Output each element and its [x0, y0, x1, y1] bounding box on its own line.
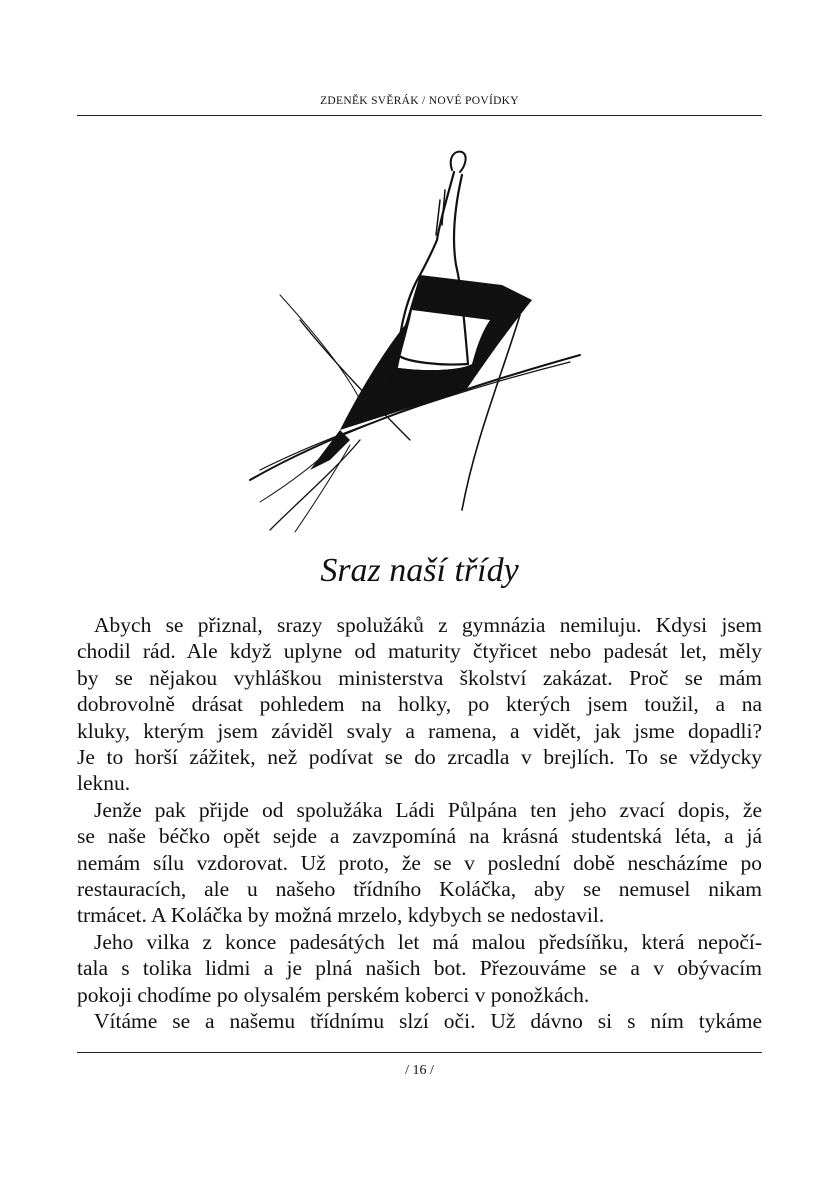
text-line: Je to horší zážitek, než podívat se do zrcadla v brejlích. To se vždycky [77, 745, 762, 770]
text-line: Jenže pak přijde od spolužáka Ládi Půlpána ten jeho zvací dopis, že [94, 797, 762, 822]
paragraph [77, 797, 762, 929]
text-line: chodil rád. Ale když uplyne od maturity čtyřicet nebo padesát let, měly [77, 639, 762, 664]
ink-sketch-illustration [240, 140, 600, 535]
page-number: / 16 / [405, 1063, 434, 1078]
text-line: se naše béčko opět sejde a zavzpomíná na krásná studentská léta, a já [77, 824, 762, 849]
paragraph [77, 929, 762, 1008]
body-text [77, 612, 762, 1035]
text-line: dobrovolně drásat pohledem na holky, po kterých jsem toužil, a na [77, 692, 762, 717]
chapter-title: Sraz naší třídy [320, 552, 519, 589]
running-header: ZDENĚK SVĚRÁK / NOVÉ POVÍDKY [320, 95, 519, 107]
text-line: Abych se přiznal, srazy spolužáků z gymnázia nemiluju. Kdysi jsem [94, 613, 762, 637]
text-line: Vítáme se a našemu třídnímu slzí oči. Už dávno si s ním tykáme [94, 1009, 762, 1034]
paragraph [77, 612, 762, 797]
header-rule [77, 115, 762, 116]
text-line: trmácet. A Koláčka by možná mrzelo, kdybych se nedostavil. [77, 903, 605, 928]
footer-rule [77, 1052, 762, 1053]
text-line: tala s tolika lidmi a je plná našich bot. Přezouváme se a v obývacím [77, 956, 762, 981]
text-line: nemám sílu vzdorovat. Už proto, že se v poslední době nescházíme po [77, 850, 762, 875]
text-line: Jeho vilka z konce padesátých let má malou předsíňku, která nepočí- [94, 929, 762, 954]
text-line: restauracích, ale u našeho třídního Koláčka, aby se nemusel nikam [77, 877, 762, 902]
text-line: leknu. [77, 771, 131, 796]
text-line: kluky, kterým jsem záviděl svaly a ramena, a vidět, jak jsme dopadli? [77, 718, 762, 743]
text-line: by se nějakou vyhláškou ministerstva školství zakázat. Proč se mám [77, 665, 762, 690]
paragraph [77, 1008, 762, 1034]
text-line: pokoji chodíme po olysalém perském koberci v ponožkách. [77, 982, 590, 1007]
